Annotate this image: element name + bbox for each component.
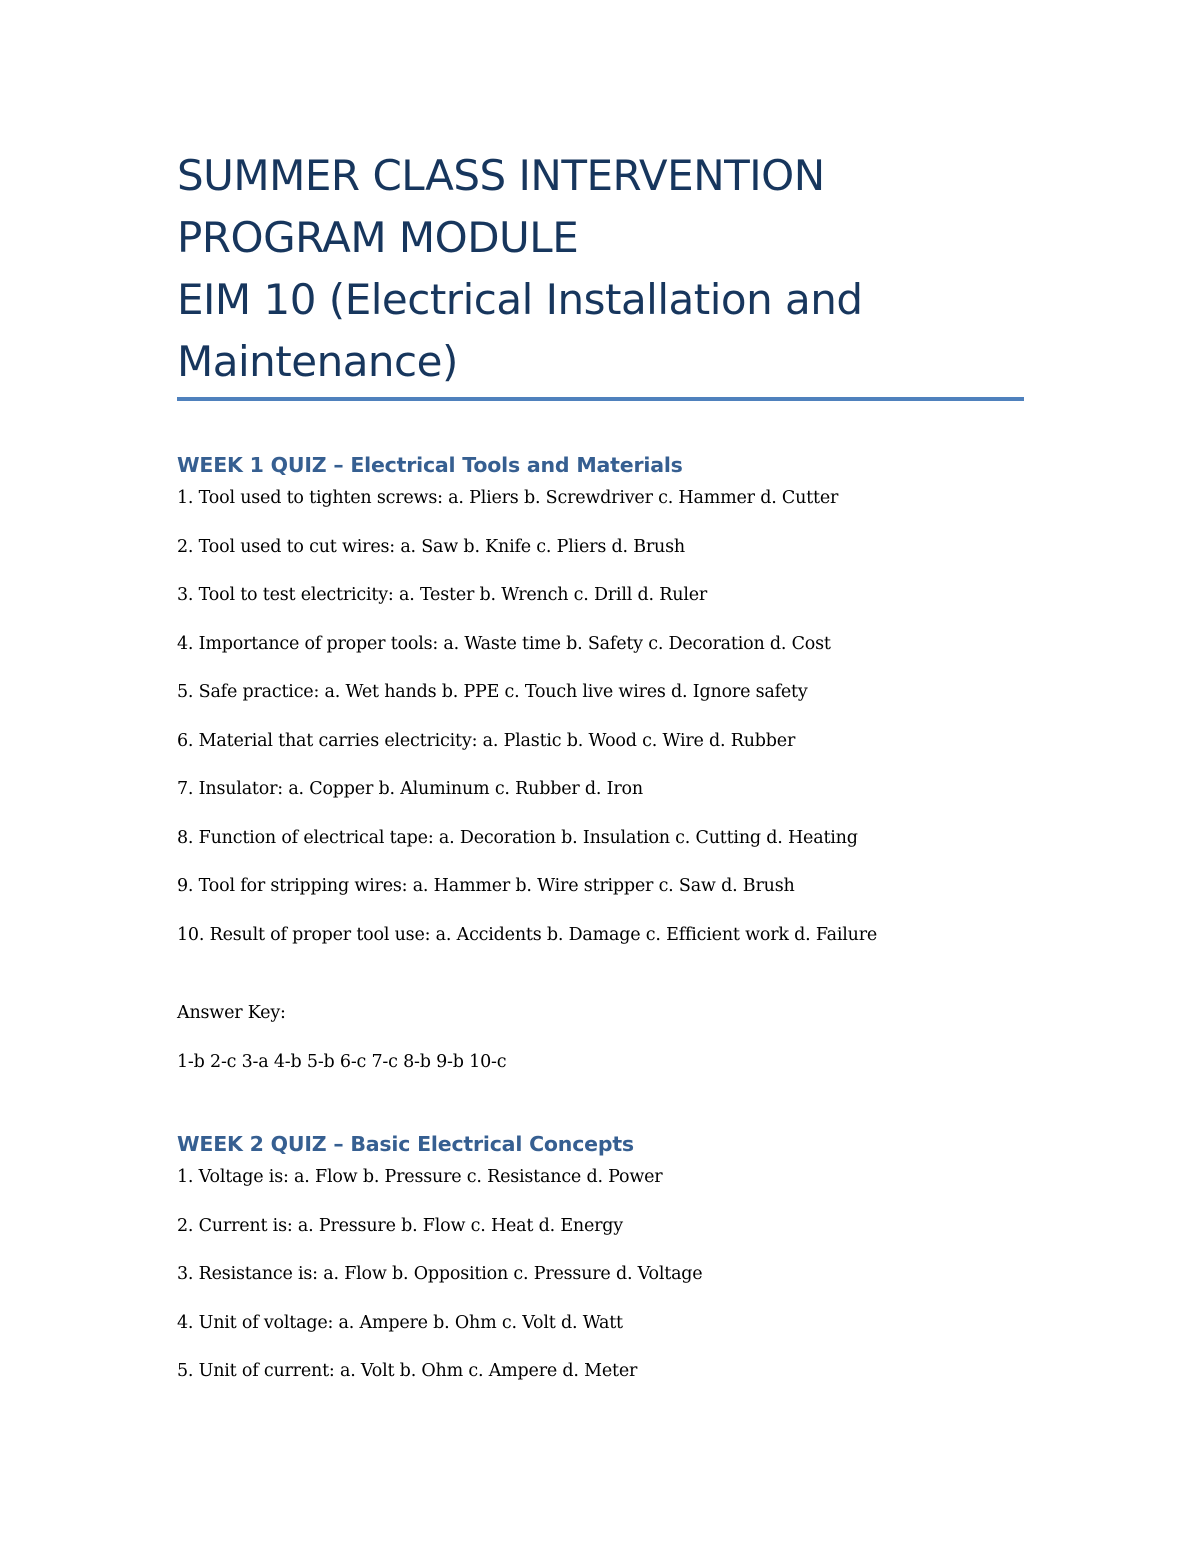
week1-question-3: 3. Tool to test electricity: a. Tester b. Wrench c. Drill d. Ruler xyxy=(177,585,708,605)
week1-question-7: 7. Insulator: a. Copper b. Aluminum c. Rubber d. Iron xyxy=(177,779,643,799)
week1-question-6: 6. Material that carries electricity: a. Plastic b. Wood c. Wire d. Rubber xyxy=(177,731,796,751)
week1-question-2: 2. Tool used to cut wires: a. Saw b. Knife c. Pliers d. Brush xyxy=(177,537,685,557)
week2-question-1: 1. Voltage is: a. Flow b. Pressure c. Resistance d. Power xyxy=(177,1167,663,1187)
week1-heading: WEEK 1 QUIZ – Electrical Tools and Materials xyxy=(177,453,683,477)
week1-question-9: 9. Tool for stripping wires: a. Hammer b. Wire stripper c. Saw d. Brush xyxy=(177,876,795,896)
title-line-1: SUMMER CLASS INTERVENTION xyxy=(177,151,825,200)
week1-question-4: 4. Importance of proper tools: a. Waste time b. Safety c. Decoration d. Cost xyxy=(177,634,831,654)
week1-question-5: 5. Safe practice: a. Wet hands b. PPE c. Touch live wires d. Ignore safety xyxy=(177,682,808,702)
week2-question-3: 3. Resistance is: a. Flow b. Opposition c. Pressure d. Voltage xyxy=(177,1264,703,1284)
week1-question-8: 8. Function of electrical tape: a. Decoration b. Insulation c. Cutting d. Heating xyxy=(177,828,858,848)
week1-answer-key: 1-b 2-c 3-a 4-b 5-b 6-c 7-c 8-b 9-b 10-c xyxy=(177,1052,507,1072)
week1-question-1: 1. Tool used to tighten screws: a. Pliers b. Screwdriver c. Hammer d. Cutter xyxy=(177,488,839,508)
week1-question-10: 10. Result of proper tool use: a. Accidents b. Damage c. Efficient work d. Failure xyxy=(177,925,878,945)
title-divider xyxy=(177,397,1024,401)
title-line-3: EIM 10 (Electrical Installation and xyxy=(177,275,863,324)
week2-question-4: 4. Unit of voltage: a. Ampere b. Ohm c. Volt d. Watt xyxy=(177,1313,623,1333)
week2-heading: WEEK 2 QUIZ – Basic Electrical Concepts xyxy=(177,1132,634,1156)
week2-question-5: 5. Unit of current: a. Volt b. Ohm c. Ampere d. Meter xyxy=(177,1361,638,1381)
document-title xyxy=(177,145,1027,393)
week1-answer-key-label: Answer Key: xyxy=(177,1003,286,1023)
title-line-4: Maintenance) xyxy=(177,337,458,386)
title-line-2: PROGRAM MODULE xyxy=(177,213,579,262)
week2-question-2: 2. Current is: a. Pressure b. Flow c. Heat d. Energy xyxy=(177,1216,623,1236)
